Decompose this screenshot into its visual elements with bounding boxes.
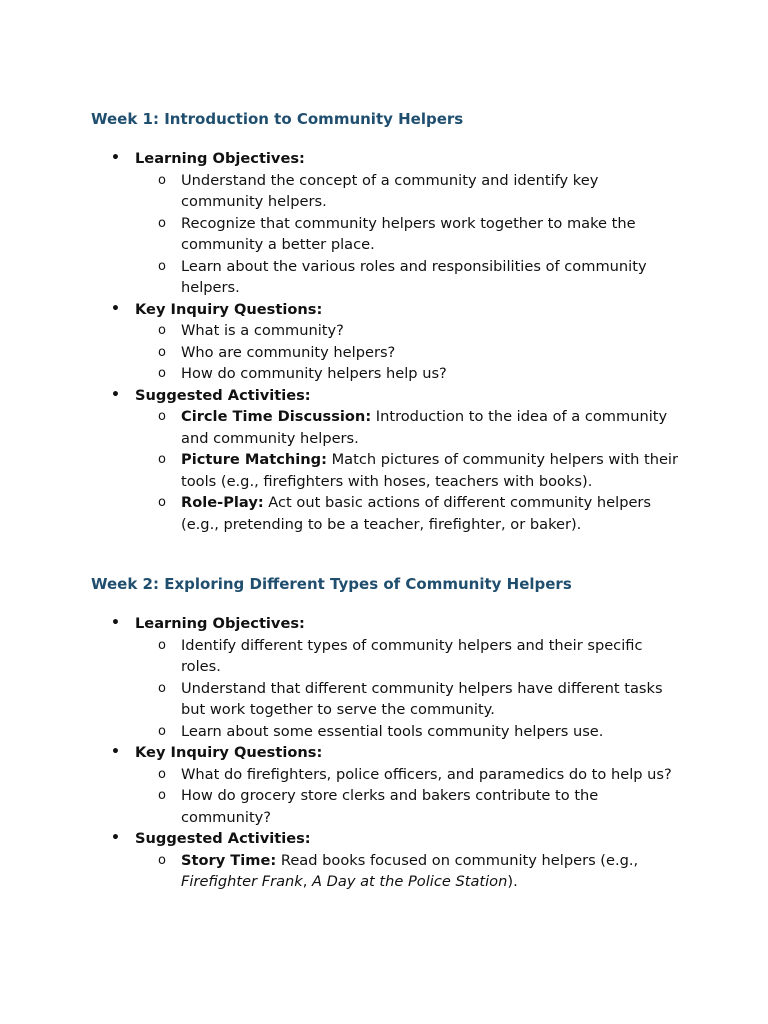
- objectives-list: [135, 170, 691, 299]
- bullet-icon: •: [111, 830, 120, 846]
- circle-bullet-icon: o: [158, 323, 166, 338]
- circle-bullet-icon: o: [158, 495, 166, 510]
- circle-bullet-icon: o: [158, 766, 166, 782]
- item-text: Who are community helpers?: [181, 343, 396, 361]
- item-text: What is a community?: [181, 322, 344, 339]
- book-title: Firefighter Frank: [181, 873, 303, 890]
- circle-bullet-icon: o: [158, 452, 166, 467]
- week-2-learning-objectives: [91, 613, 691, 742]
- list-item: [135, 342, 681, 364]
- week-1-key-inquiry-questions: [91, 299, 691, 385]
- separator-text: ,: [302, 873, 313, 890]
- bullet-icon: •: [111, 386, 120, 403]
- week-1-learning-objectives: [91, 148, 691, 299]
- list-item: [135, 170, 681, 213]
- section-label: Key Inquiry Questions:: [135, 300, 323, 318]
- activity-name: Picture Matching:: [181, 451, 327, 468]
- questions-list: [135, 320, 691, 385]
- activity-name: Story Time:: [181, 851, 277, 869]
- circle-bullet-icon: o: [158, 852, 166, 868]
- activity-description: Act out basic actions of different community helpers (e.g., pretending to be a teacher, firefighter, or baker).: [181, 494, 652, 533]
- circle-bullet-icon: o: [158, 680, 166, 696]
- week-2-block: [91, 575, 691, 893]
- list-item: [135, 320, 681, 342]
- circle-bullet-icon: o: [158, 723, 166, 739]
- list-item: [135, 363, 681, 385]
- week-2-heading: Week 2: Exploring Different Types of Community Helpers: [91, 575, 572, 593]
- list-item: [135, 764, 681, 786]
- week-2-suggested-activities: [91, 828, 691, 893]
- week-1-suggested-activities: [91, 385, 691, 536]
- item-text: Understand the concept of a community and identify key community helpers.: [181, 171, 599, 210]
- week-1-heading: Week 1: Introduction to Community Helpers: [91, 110, 464, 128]
- list-item: [135, 785, 681, 828]
- activity-name: Role-Play:: [181, 494, 264, 511]
- circle-bullet-icon: o: [158, 788, 166, 803]
- section-label: Suggested Activities:: [135, 386, 311, 404]
- circle-bullet-icon: o: [158, 637, 166, 653]
- activity-name: Circle Time Discussion:: [181, 408, 372, 425]
- questions-list: [135, 764, 691, 829]
- item-text: What do firefighters, police officers, and paramedics do to help us?: [181, 765, 672, 783]
- week-1-block: [91, 110, 691, 535]
- item-text: How do grocery store clerks and bakers contribute to the community?: [181, 787, 599, 826]
- bullet-icon: •: [111, 744, 120, 760]
- item-text: How do community helpers help us?: [181, 365, 447, 382]
- circle-bullet-icon: o: [158, 409, 166, 424]
- week-2-key-inquiry-questions: [91, 742, 691, 828]
- list-item: [135, 492, 681, 535]
- circle-bullet-icon: o: [158, 172, 166, 188]
- circle-bullet-icon: o: [158, 344, 166, 360]
- activity-description: Introduction to the idea of a community and community helpers.: [181, 408, 668, 447]
- item-text: Learn about some essential tools community helpers use.: [181, 722, 604, 740]
- book-title: A Day at the Police Station: [312, 873, 508, 890]
- objectives-list: [135, 635, 691, 743]
- list-item: [135, 213, 681, 256]
- week-2-section-list: [91, 613, 691, 893]
- activities-list: [135, 406, 691, 535]
- item-text: Identify different types of community helpers and their specific roles.: [181, 636, 643, 675]
- week-1-section-list: [91, 148, 691, 535]
- section-label: Learning Objectives:: [135, 615, 305, 632]
- bullet-icon: •: [111, 300, 120, 317]
- activity-description: Read books focused on community helpers (e.g.,: [276, 851, 639, 869]
- list-item: [135, 721, 681, 743]
- bullet-icon: •: [111, 150, 120, 166]
- item-text: Learn about the various roles and responsibilities of community helpers.: [181, 257, 647, 296]
- circle-bullet-icon: o: [158, 258, 166, 274]
- list-item: [135, 406, 681, 449]
- section-label: Suggested Activities:: [135, 830, 311, 847]
- section-label: Key Inquiry Questions:: [135, 744, 323, 761]
- circle-bullet-icon: o: [158, 366, 166, 381]
- list-item: [135, 256, 681, 299]
- list-item: [135, 678, 681, 721]
- activity-description: Match pictures of community helpers with their tools (e.g., firefighters with hoses, teachers with books).: [181, 451, 678, 490]
- circle-bullet-icon: o: [158, 215, 166, 231]
- activities-list: [135, 850, 691, 893]
- list-item: [135, 850, 681, 893]
- item-text: Understand that different community helpers have different tasks but work together to serve the community.: [181, 679, 663, 718]
- closing-text: ).: [507, 873, 518, 890]
- item-text: Recognize that community helpers work together to make the community a better place.: [181, 214, 636, 253]
- bullet-icon: •: [111, 615, 120, 631]
- list-item: [135, 449, 681, 492]
- list-item: [135, 635, 681, 678]
- section-label: Learning Objectives:: [135, 150, 305, 167]
